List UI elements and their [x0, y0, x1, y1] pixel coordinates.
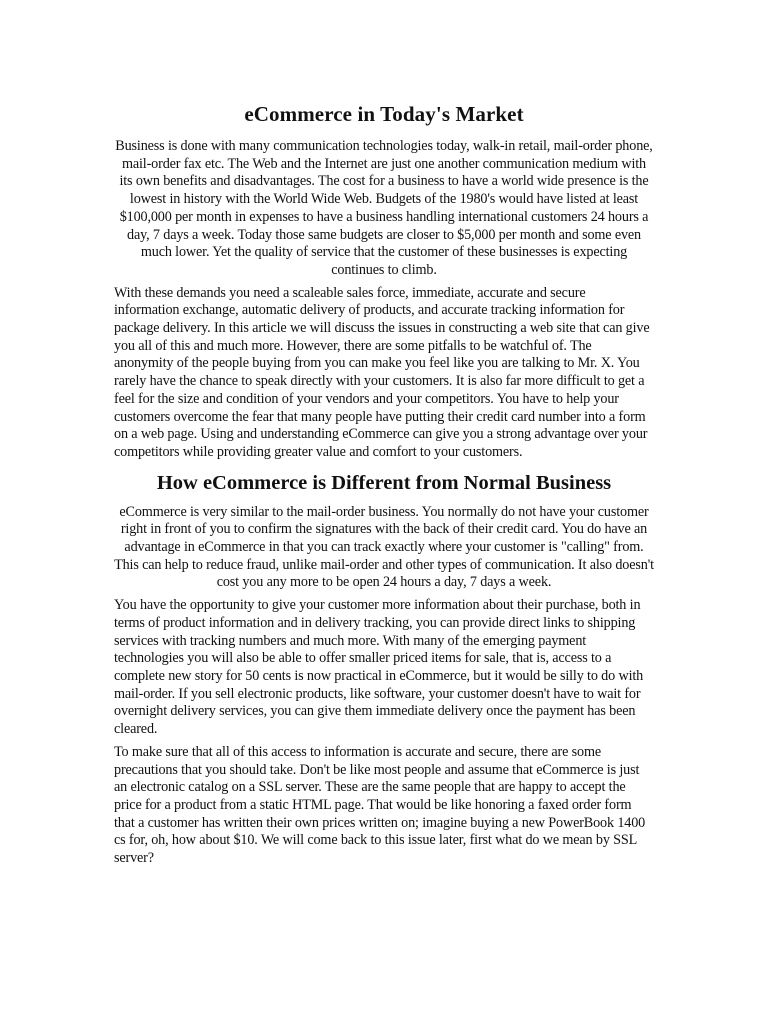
document-page [114, 100, 654, 873]
section-paragraph-3: To make sure that all of this access to information is accurate and secure, there are some precautions that you should take. Don't be like most people and assume that eCommerce is just an electronic catalog on a SSL server. These are the same people that are happy to accept the price for a product from a static HTML page. That would be like honoring a faxed order form that a customer has written their own prices written on; imagine buying a new PowerBook 1400 cs for, oh, how about $10. We will come back to this issue later, first what do we mean by SSL server? [114, 743, 646, 867]
article-title: eCommerce in Today's Market [244, 102, 524, 126]
section-paragraph-2: You have the opportunity to give your customer more information about their purchase, both in terms of product information and in delivery tracking, you can provide direct links to shipping services with tracking numbers and much more. With many of the emerging payment technologies you will also be able to offer smaller priced items for sale, that is, access to a complete new story for 50 cents is now practical in eCommerce, but it would be silly to do with mail-order. If you sell electronic products, like software, your customer doesn't have to wait for overnight delivery services, you can give them immediate delivery once the payment has been cleared. [114, 597, 644, 738]
intro-paragraph: Business is done with many communication technologies today, walk-in retail, mail-order phone, mail-order fax etc. The Web and the Internet are just one another communication medium with its own benefits and disadvantages. The cost for a business to have a world wide presence is the lowest in history with the World Wide Web. Budgets of the 1980's would have listed at least $100,000 per month in expenses to have a business handling international customers 24 hours a day, 7 days a week. Today those same budgets are closer to $5,000 per month and some even much lower. Yet the quality of service that the customer of these businesses is expecting continues to climb. [115, 138, 653, 278]
section-heading: How eCommerce is Different from Normal Business [156, 471, 612, 494]
body-paragraph-2: With these demands you need a scaleable sales force, immediate, accurate and secure information exchange, automatic delivery of products, and accurate tracking information for package delivery. In this article we will discuss the issues in constructing a web site that can give you all of this and much more. However, there are some pitfalls to be watchful of. The anonymity of the people buying from you can make you feel like you are talking to Mr. X. You rarely have the chance to speak directly with your customers. It is also far more difficult to get a feel for the size and condition of your vendors and your competitors. You have to help your customers overcome the fear that many people have putting their credit card number into a form on a web page. Using and understanding eCommerce can give you a strong advantage over your competitors while providing greater value and comfort to your customers. [114, 284, 650, 460]
section-paragraph-1: eCommerce is very similar to the mail-order business. You normally do not have your customer right in front of you to confirm the signatures with the back of their credit card. You do have an advantage in eCommerce in that you can track exactly where your customer is "calling" from. This can help to reduce fraud, unlike mail-order and other types of communication. It also doesn't cost you any more to be open 24 hours a day, 7 days a week. [114, 503, 654, 591]
